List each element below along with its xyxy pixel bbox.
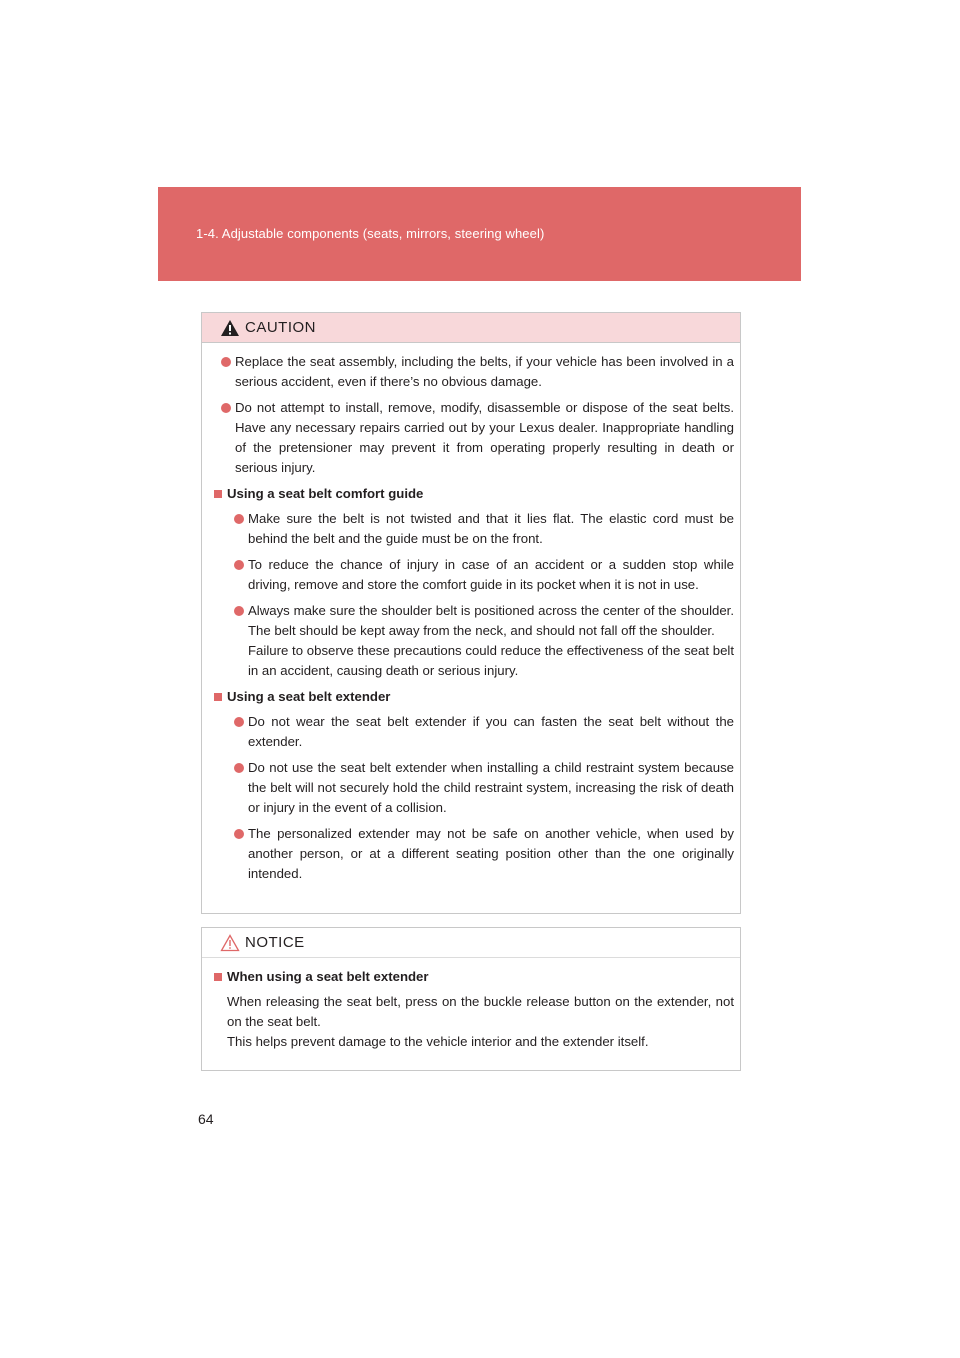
caution-item	[214, 352, 734, 392]
bullet-icon	[234, 606, 244, 616]
warning-outline-icon	[220, 934, 240, 952]
notice-header	[202, 928, 740, 958]
caution-item-text: Replace the seat assembly, including the belts, if your vehicle has been involved in a serious accident, even if there’s no obvious damage.	[235, 354, 734, 389]
notice-box	[201, 927, 741, 1071]
caution-item	[214, 509, 734, 549]
caution-item	[214, 398, 734, 478]
page-number: 64	[198, 1111, 214, 1127]
notice-group-title	[214, 967, 734, 987]
warning-triangle-icon	[220, 319, 240, 337]
bullet-icon	[234, 560, 244, 570]
square-bullet-icon	[214, 973, 222, 981]
caution-item-text: To reduce the chance of injury in case of an accident or a sudden stop while driving, remove and store the comfort guide in its pocket when it is not in use.	[248, 557, 734, 592]
square-bullet-icon	[214, 693, 222, 701]
notice-text: When releasing the seat belt, press on the buckle release button on the extender, not on the seat belt. This helps prevent damage to the vehicle interior and the extender itself.	[227, 994, 734, 1049]
caution-item-text: The personalized extender may not be safe on another vehicle, when used by another person, or at a different seating position other than the one originally intended.	[248, 826, 734, 881]
caution-box	[201, 312, 741, 914]
caution-body	[202, 343, 740, 884]
caution-header	[202, 313, 740, 343]
bullet-icon	[234, 717, 244, 727]
caution-item-text: Do not use the seat belt extender when installing a child restraint system because the belt will not securely hold the child restraint system, increasing the risk of death or injury in the event of a collision.	[248, 760, 734, 815]
square-bullet-icon	[214, 490, 222, 498]
caution-item	[214, 601, 734, 681]
notice-label: NOTICE	[245, 934, 305, 951]
caution-label: CAUTION	[245, 319, 316, 336]
caution-item	[214, 758, 734, 818]
group-title-extender	[214, 687, 734, 707]
group-title-text: Using a seat belt comfort guide	[227, 486, 424, 501]
caution-item-text: Always make sure the shoulder belt is positioned across the center of the shoulder. The belt should be kept away from the neck, and should not fall off the shoulder. Failure to observe these precautions could reduce the effectiveness of the seat belt in an accident, causing death or serious injury.	[248, 603, 734, 678]
bullet-icon	[234, 829, 244, 839]
caution-item	[214, 555, 734, 595]
notice-body	[202, 958, 740, 1052]
caution-item-text: Make sure the belt is not twisted and that it lies flat. The elastic cord must be behind the belt and the guide must be on the front.	[248, 511, 734, 546]
bullet-icon	[234, 763, 244, 773]
group-title-text: When using a seat belt extender	[227, 969, 429, 984]
bullet-icon	[221, 357, 231, 367]
section-title: 1-4. Adjustable components (seats, mirrors, steering wheel)	[196, 226, 545, 241]
group-items-extender	[214, 712, 734, 884]
group-title-comfort-guide	[214, 484, 734, 504]
caution-item	[214, 824, 734, 884]
group-title-text: Using a seat belt extender	[227, 689, 391, 704]
group-items-comfort-guide	[214, 509, 734, 681]
bullet-icon	[221, 403, 231, 413]
bullet-icon	[234, 514, 244, 524]
chapter-header-band	[158, 187, 801, 281]
caution-item-text: Do not attempt to install, remove, modify, disassemble or dispose of the seat belts. Have any necessary repairs carried out by your Lexus dealer. Inappropriate handling of the pretensioner may prevent it from operating properly resulting in death or serious injury.	[235, 400, 734, 475]
caution-item-text: Do not wear the seat belt extender if you can fasten the seat belt without the extender.	[248, 714, 734, 749]
caution-item	[214, 712, 734, 752]
